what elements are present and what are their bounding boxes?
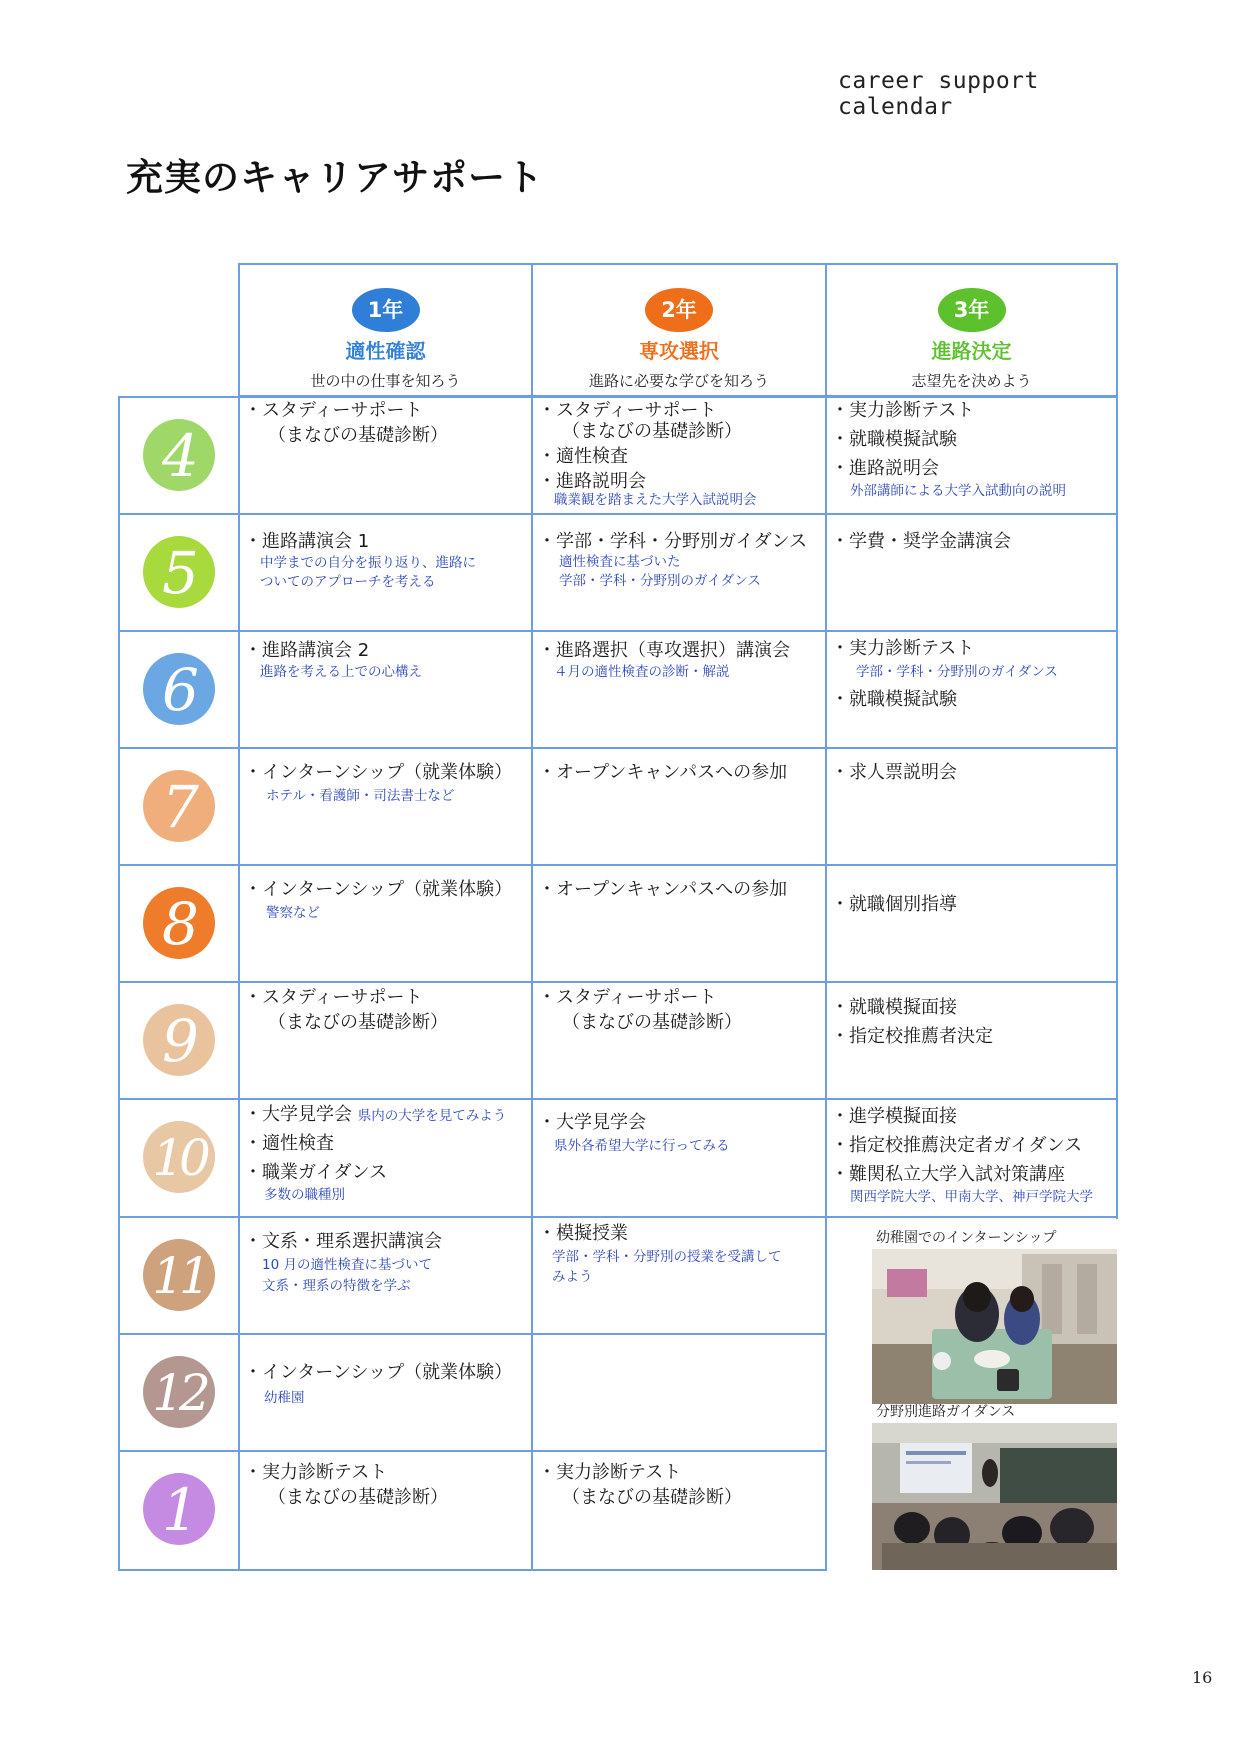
month-circle-12: 12	[143, 1356, 215, 1428]
row-line-1	[118, 513, 1118, 515]
year-badge: 2年	[645, 288, 713, 332]
item-note: 文系・理系の特徴を学ぶ	[262, 1278, 411, 1294]
list-item: ・就職個別指導	[831, 894, 957, 915]
list-item: ・大学見学会	[538, 1112, 646, 1133]
bullet: ・	[831, 1164, 849, 1185]
bullet: ・	[538, 1462, 556, 1483]
item-note: ４月の適性検査の診断・解説	[554, 664, 730, 680]
bullet: ・	[244, 762, 262, 783]
item-note: 県内の大学を見てみよう	[357, 1108, 507, 1124]
bullet: ・	[538, 531, 556, 552]
list-item: ・インターンシップ（就業体験）	[244, 762, 513, 783]
bullet: ・	[538, 762, 556, 783]
list-item: ・文系・理系選択講演会	[244, 1231, 442, 1252]
bullet: ・	[831, 429, 849, 450]
bullet: ・	[538, 400, 556, 421]
body-col-divider-0	[238, 396, 240, 1571]
list-item: （まなびの基礎診断）	[562, 421, 742, 442]
month-circle-5: 5	[143, 536, 215, 608]
list-item: ・学費・奨学金講演会	[831, 531, 1011, 552]
year-theme: 進路決定	[931, 339, 1012, 363]
year-subtitle: 志望先を決めよう	[911, 372, 1032, 390]
bullet: ・	[831, 1106, 849, 1127]
list-item: ・適性検査	[244, 1133, 334, 1154]
bullet: ・	[538, 471, 556, 492]
photo-illustration	[872, 1249, 1117, 1404]
bullet: ・	[831, 689, 849, 710]
bullet: ・	[244, 1162, 262, 1183]
month-circle-9: 9	[143, 1004, 215, 1076]
list-item: ・職業ガイダンス	[244, 1162, 388, 1183]
month-circle-7: 7	[143, 770, 215, 842]
row-line-2	[118, 630, 1118, 632]
row-line-7	[118, 1216, 1118, 1218]
row-line-5	[118, 981, 1118, 983]
bullet: ・	[244, 640, 262, 661]
year-subtitle: 進路に必要な学びを知ろう	[588, 372, 769, 390]
bullet: ・	[244, 987, 262, 1008]
list-item: ・模擬授業	[538, 1223, 628, 1244]
year-header-1	[240, 268, 531, 402]
bullet: ・	[831, 638, 849, 659]
list-item: ・インターンシップ（就業体験）	[244, 879, 513, 900]
body-col-divider-2	[825, 396, 827, 1571]
list-item: ・進路講演会 2	[244, 640, 370, 661]
kindergarten-internship-photo	[872, 1249, 1117, 1404]
bullet: ・	[538, 1112, 556, 1133]
year-theme: 適性確認	[345, 339, 426, 363]
list-item: （まなびの基礎診断）	[268, 1487, 448, 1508]
item-note: みよう	[552, 1269, 593, 1285]
list-item: ・進路説明会	[831, 458, 939, 479]
list-item: ・進路説明会	[538, 471, 646, 492]
body-col-divider-1	[531, 396, 533, 1571]
item-note: 10 月の適性検査に基づいて	[262, 1257, 432, 1273]
bullet: ・	[244, 1133, 262, 1154]
bullet: ・	[244, 1362, 262, 1383]
list-item: （まなびの基礎診断）	[268, 425, 448, 446]
bullet: ・	[538, 640, 556, 661]
month-circle-6: 6	[143, 653, 215, 725]
year-theme: 専攻選択	[639, 339, 719, 363]
list-item: ・実力診断テスト	[831, 400, 975, 421]
header-tag: career support calendar	[838, 68, 1039, 120]
bullet: ・	[538, 446, 556, 467]
photo-caption-guidance: 分野別進路ガイダンス	[876, 1404, 1016, 1420]
row-line-3	[118, 747, 1118, 749]
bullet: ・	[538, 1223, 556, 1244]
list-item: ・大学見学会 県内の大学を見てみよう	[244, 1104, 507, 1125]
item-note: 外部講師による大学入試動向の説明	[850, 483, 1066, 499]
list-item: ・適性検査	[538, 446, 628, 467]
list-item: ・就職模擬面接	[831, 997, 957, 1018]
item-note: 中学までの自分を振り返り、進路に	[260, 555, 476, 571]
page-number: 16	[1192, 1668, 1213, 1687]
list-item: （まなびの基礎診断）	[562, 1487, 742, 1508]
bullet: ・	[831, 1026, 849, 1047]
year-subtitle: 世の中の仕事を知ろう	[310, 372, 461, 390]
page-title: 充実のキャリアサポート	[126, 156, 544, 199]
item-note: 学部・学科・分野別のガイダンス	[856, 664, 1058, 680]
item-note: 県外各希望大学に行ってみる	[554, 1138, 730, 1154]
item-note: 警察など	[266, 905, 320, 921]
list-item: ・学部・学科・分野別ガイダンス	[538, 531, 808, 552]
month-circle-10: 10	[143, 1121, 215, 1193]
row-line-8	[118, 1333, 827, 1335]
list-item: ・求人票説明会	[831, 762, 957, 783]
photo-caption-kindergarten: 幼稚園でのインターンシップ	[876, 1230, 1057, 1246]
list-item: ・オープンキャンパスへの参加	[538, 879, 788, 900]
bullet: ・	[831, 894, 849, 915]
bullet: ・	[831, 997, 849, 1018]
bullet: ・	[831, 762, 849, 783]
row-line-9	[118, 1450, 827, 1452]
list-item: ・就職模擬試験	[831, 689, 957, 710]
year-badge: 3年	[938, 288, 1006, 332]
list-item: （まなびの基礎診断）	[562, 1012, 742, 1033]
year-header-3	[827, 268, 1116, 402]
row-line-4	[118, 864, 1118, 866]
bullet: ・	[244, 531, 262, 552]
list-item: ・実力診断テスト	[538, 1462, 682, 1483]
item-note: ついてのアプローチを考える	[260, 574, 436, 590]
bullet: ・	[538, 987, 556, 1008]
bullet: ・	[244, 1231, 262, 1252]
list-item: （まなびの基礎診断）	[268, 1012, 448, 1033]
bullet: ・	[244, 879, 262, 900]
item-note: 学部・学科・分野別のガイダンス	[559, 573, 761, 589]
list-item: ・スタディーサポート	[244, 987, 423, 1008]
list-item: ・スタディーサポート	[538, 987, 717, 1008]
bullet: ・	[244, 400, 262, 421]
row-line-6	[118, 1098, 1118, 1100]
list-item: ・インターンシップ（就業体験）	[244, 1362, 513, 1383]
row-line-10	[118, 1569, 827, 1571]
bullet: ・	[831, 458, 849, 479]
list-item: ・難関私立大学入試対策講座	[831, 1164, 1065, 1185]
month-circle-1: 1	[143, 1473, 215, 1545]
year-badge: 1年	[352, 288, 420, 332]
item-note: 幼稚園	[264, 1390, 305, 1406]
bullet: ・	[244, 1104, 262, 1125]
list-item: ・オープンキャンパスへの参加	[538, 762, 788, 783]
item-note: 職業観を踏まえた大学入試説明会	[554, 492, 757, 508]
body-col-divider-3	[1116, 396, 1118, 1219]
item-note: 学部・学科・分野別の授業を受講して	[552, 1249, 782, 1265]
bullet: ・	[538, 879, 556, 900]
list-item: ・就職模擬試験	[831, 429, 957, 450]
item-note: 多数の職種別	[264, 1187, 345, 1203]
list-item: ・進路講演会 1	[244, 531, 370, 552]
list-item: ・実力診断テスト	[244, 1462, 388, 1483]
career-guidance-photo	[872, 1423, 1117, 1570]
item-note: 進路を考える上での心構え	[260, 664, 422, 680]
list-item: ・進路選択（専攻選択）講演会	[538, 640, 790, 661]
bullet: ・	[831, 1135, 849, 1156]
bullet: ・	[831, 400, 849, 421]
list-item: ・実力診断テスト	[831, 638, 975, 659]
month-circle-8: 8	[143, 887, 215, 959]
item-note: ホテル・看護師・司法書士など	[266, 788, 455, 804]
list-item: ・進学模擬面接	[831, 1106, 957, 1127]
bullet: ・	[831, 531, 849, 552]
month-circle-11: 11	[143, 1239, 215, 1311]
body-frame-left	[118, 396, 120, 1571]
list-item: ・スタディーサポート	[538, 400, 717, 421]
list-item: ・指定校推薦者決定	[831, 1026, 993, 1047]
item-note: 関西学院大学、甲南大学、神戸学院大学	[850, 1189, 1093, 1205]
list-item: ・スタディーサポート	[244, 400, 423, 421]
item-note: 適性検査に基づいた	[559, 554, 681, 570]
photo-illustration	[872, 1423, 1117, 1570]
year-header-2	[533, 268, 825, 402]
month-circle-4: 4	[143, 419, 215, 491]
bullet: ・	[244, 1462, 262, 1483]
list-item: ・指定校推薦決定者ガイダンス	[831, 1135, 1083, 1156]
